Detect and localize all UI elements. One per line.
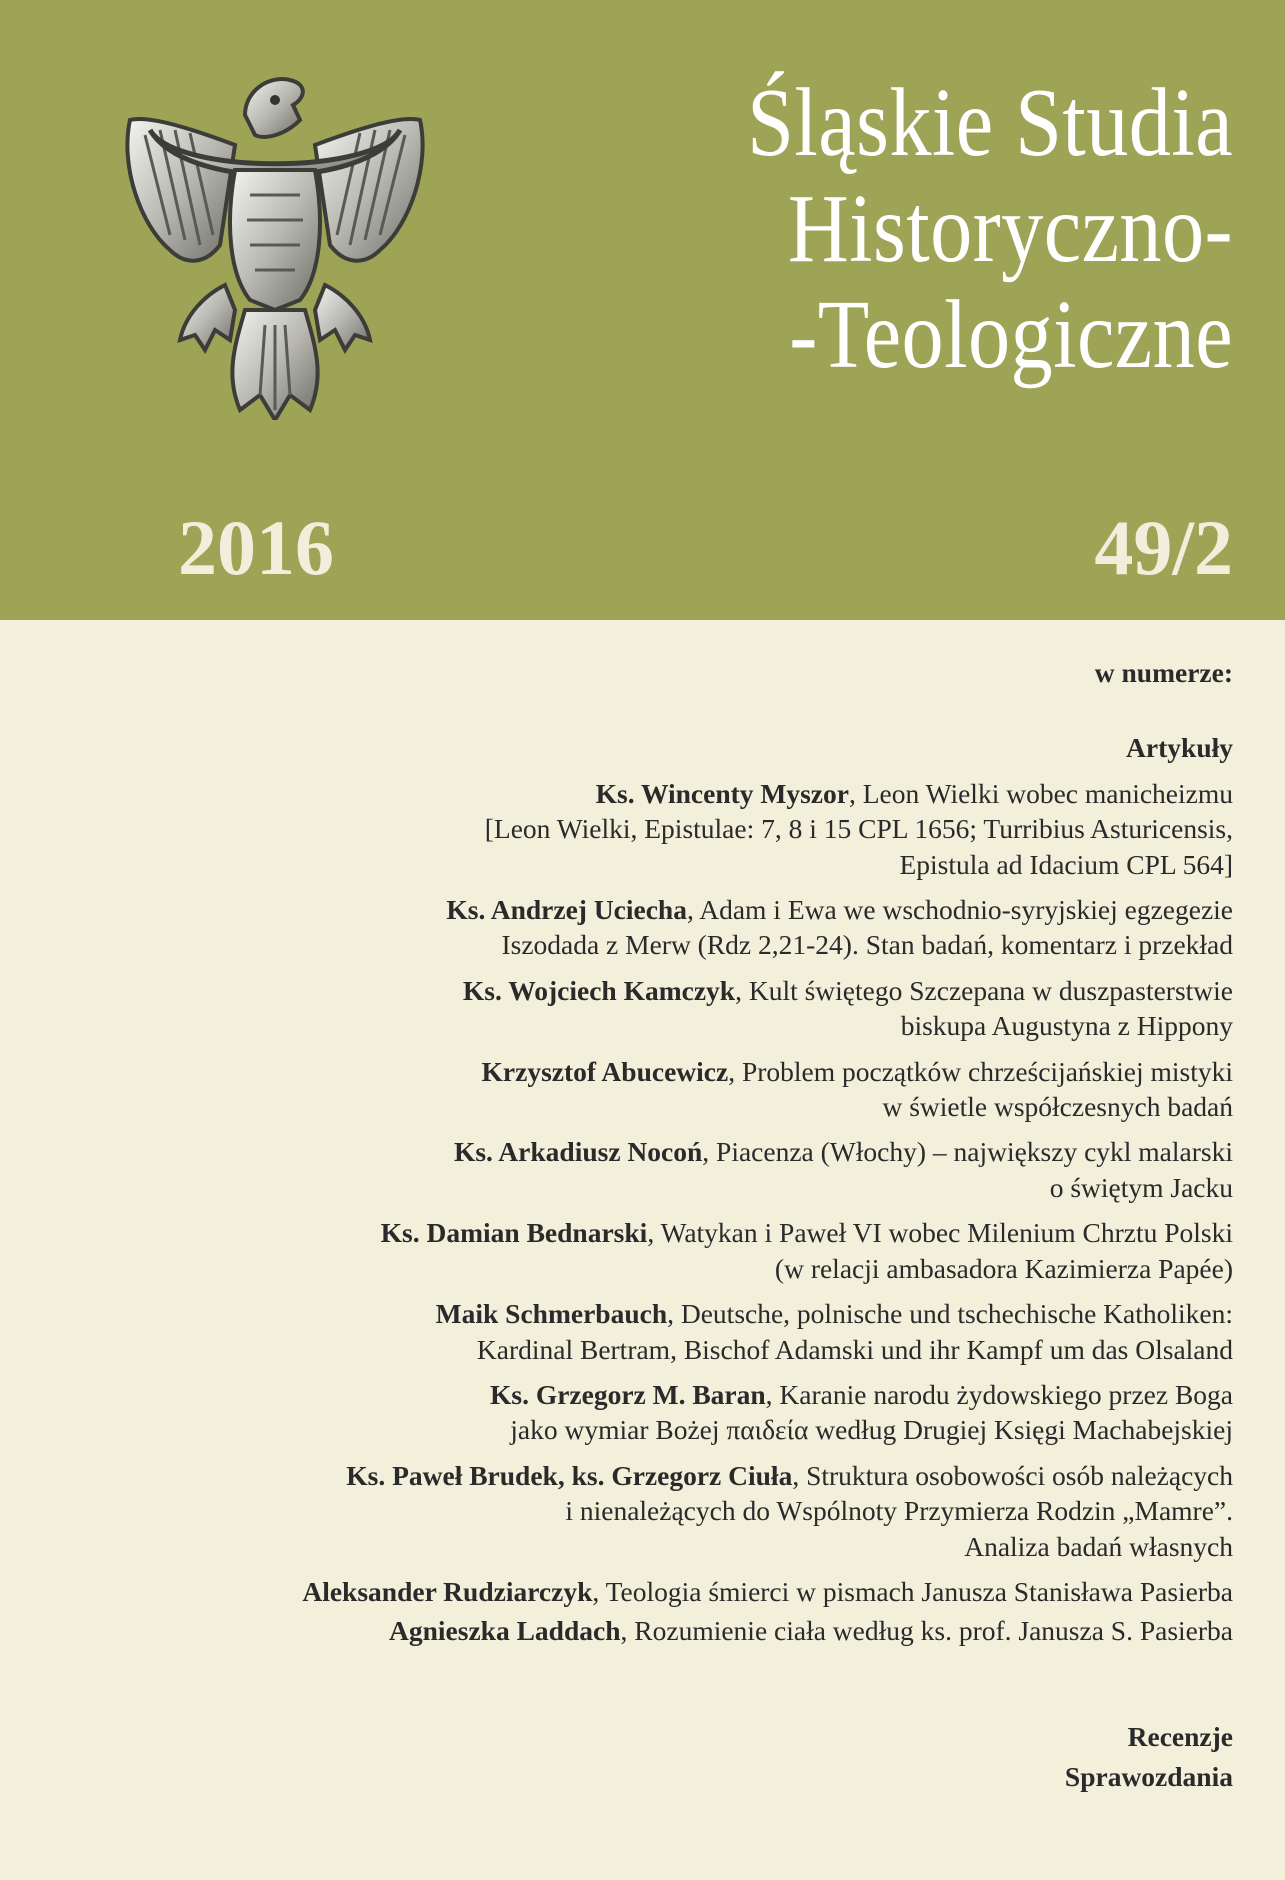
section-reports: Sprawozdania [1064, 1761, 1233, 1792]
article-title-line: Analiza badań własnych [964, 1530, 1233, 1562]
article-author: Ks. Wincenty Myszor [595, 777, 849, 809]
article-author: Ks. Grzegorz M. Baran [489, 1378, 766, 1410]
article-title-line: (w relacji ambasadora Kazimierza Papée) [774, 1252, 1233, 1284]
article-entry [40, 1215, 1233, 1286]
article-author: Ks. Paweł Brudek, ks. Grzegorz Ciuła [346, 1459, 793, 1491]
article-title: , Watykan i Paweł VI wobec Milenium Chrztu Polski [647, 1217, 1233, 1249]
article-entry [40, 1574, 1233, 1609]
article-title: , Leon Wielki wobec manicheizmu [848, 777, 1233, 809]
other-sections [1065, 1717, 1233, 1797]
article-title: , Piacenza (Włochy) – największy cykl malarski [702, 1136, 1233, 1168]
article-author: Agnieszka Laddach [389, 1615, 621, 1647]
article-entry [40, 776, 1233, 882]
section-reviews: Recenzje [1127, 1721, 1233, 1752]
article-title: , Problem początków chrześcijańskiej mistyki [728, 1055, 1233, 1087]
silesian-eagle-icon [125, 75, 425, 420]
article-author: Ks. Damian Bednarski [380, 1217, 648, 1249]
article-entry [40, 892, 1233, 963]
article-title-line: Kardinal Bertram, Bischof Adamski und ihr Kampf um das Olsaland [476, 1333, 1233, 1365]
journal-title-line: -Teologiczne [789, 281, 1233, 389]
cover-header [0, 0, 1285, 620]
article-entry [40, 1054, 1233, 1125]
table-of-contents [40, 655, 1233, 1659]
journal-title-line: Historyczno- [787, 175, 1233, 283]
article-title-line: jako wymiar Bożej παιδεία według Drugiej Księgi Machabejskiej [510, 1414, 1233, 1446]
article-entry [40, 973, 1233, 1044]
article-title: , Rozumienie ciała według ks. prof. Janusza S. Pasierba [620, 1615, 1233, 1647]
article-title: , Deutsche, polnische und tschechische Katholiken: [667, 1298, 1233, 1330]
journal-title [747, 70, 1233, 388]
article-title-line: w świetle współczesnych badań [882, 1091, 1233, 1123]
article-title-line: o świętym Jacku [1049, 1171, 1233, 1203]
article-author: Maik Schmerbauch [435, 1298, 668, 1330]
article-title: , Teologia śmierci w pismach Janusza Stanisława Pasierba [592, 1575, 1233, 1607]
article-title-line: i nienależących do Wspólnoty Przymierza Rodzin „Mamre”. [565, 1495, 1233, 1527]
section-articles-heading: Artykuły [1126, 732, 1233, 764]
article-entry [40, 1134, 1233, 1205]
in-issue-label: w numerze: [1094, 657, 1233, 688]
article-author: Aleksander Rudziarczyk [302, 1575, 593, 1607]
article-entry [40, 1296, 1233, 1367]
article-entry [40, 1377, 1233, 1448]
journal-year: 2016 [178, 504, 334, 591]
article-author: Ks. Arkadiusz Nocoń [453, 1136, 703, 1168]
article-author: Krzysztof Abucewicz [481, 1055, 729, 1087]
article-title: , Kult świętego Szczepana w duszpasterstwie [735, 974, 1233, 1006]
article-entry [40, 1458, 1233, 1564]
article-title: , Struktura osobowości osób należących [792, 1459, 1233, 1491]
article-entry [40, 1613, 1233, 1648]
article-author: Ks. Wojciech Kamczyk [462, 974, 736, 1006]
journal-title-line: Śląskie Studia [747, 69, 1233, 177]
article-title-line: Iszodada z Merw (Rdz 2,21-24). Stan badań, komentarz i przekład [501, 929, 1233, 961]
article-title-line: Epistula ad Idacium CPL 564] [899, 848, 1233, 880]
article-title: , Karanie narodu żydowskiego przez Boga [765, 1378, 1233, 1410]
article-title: , Adam i Ewa we wschodnio-syryjskiej egzegezie [686, 894, 1233, 926]
article-title-line: [Leon Wielki, Epistulae: 7, 8 i 15 CPL 1656; Turribius Asturicensis, [484, 813, 1233, 845]
article-title-line: biskupa Augustyna z Hippony [900, 1010, 1233, 1042]
article-author: Ks. Andrzej Uciecha [446, 894, 687, 926]
journal-issue: 49/2 [1094, 504, 1233, 591]
